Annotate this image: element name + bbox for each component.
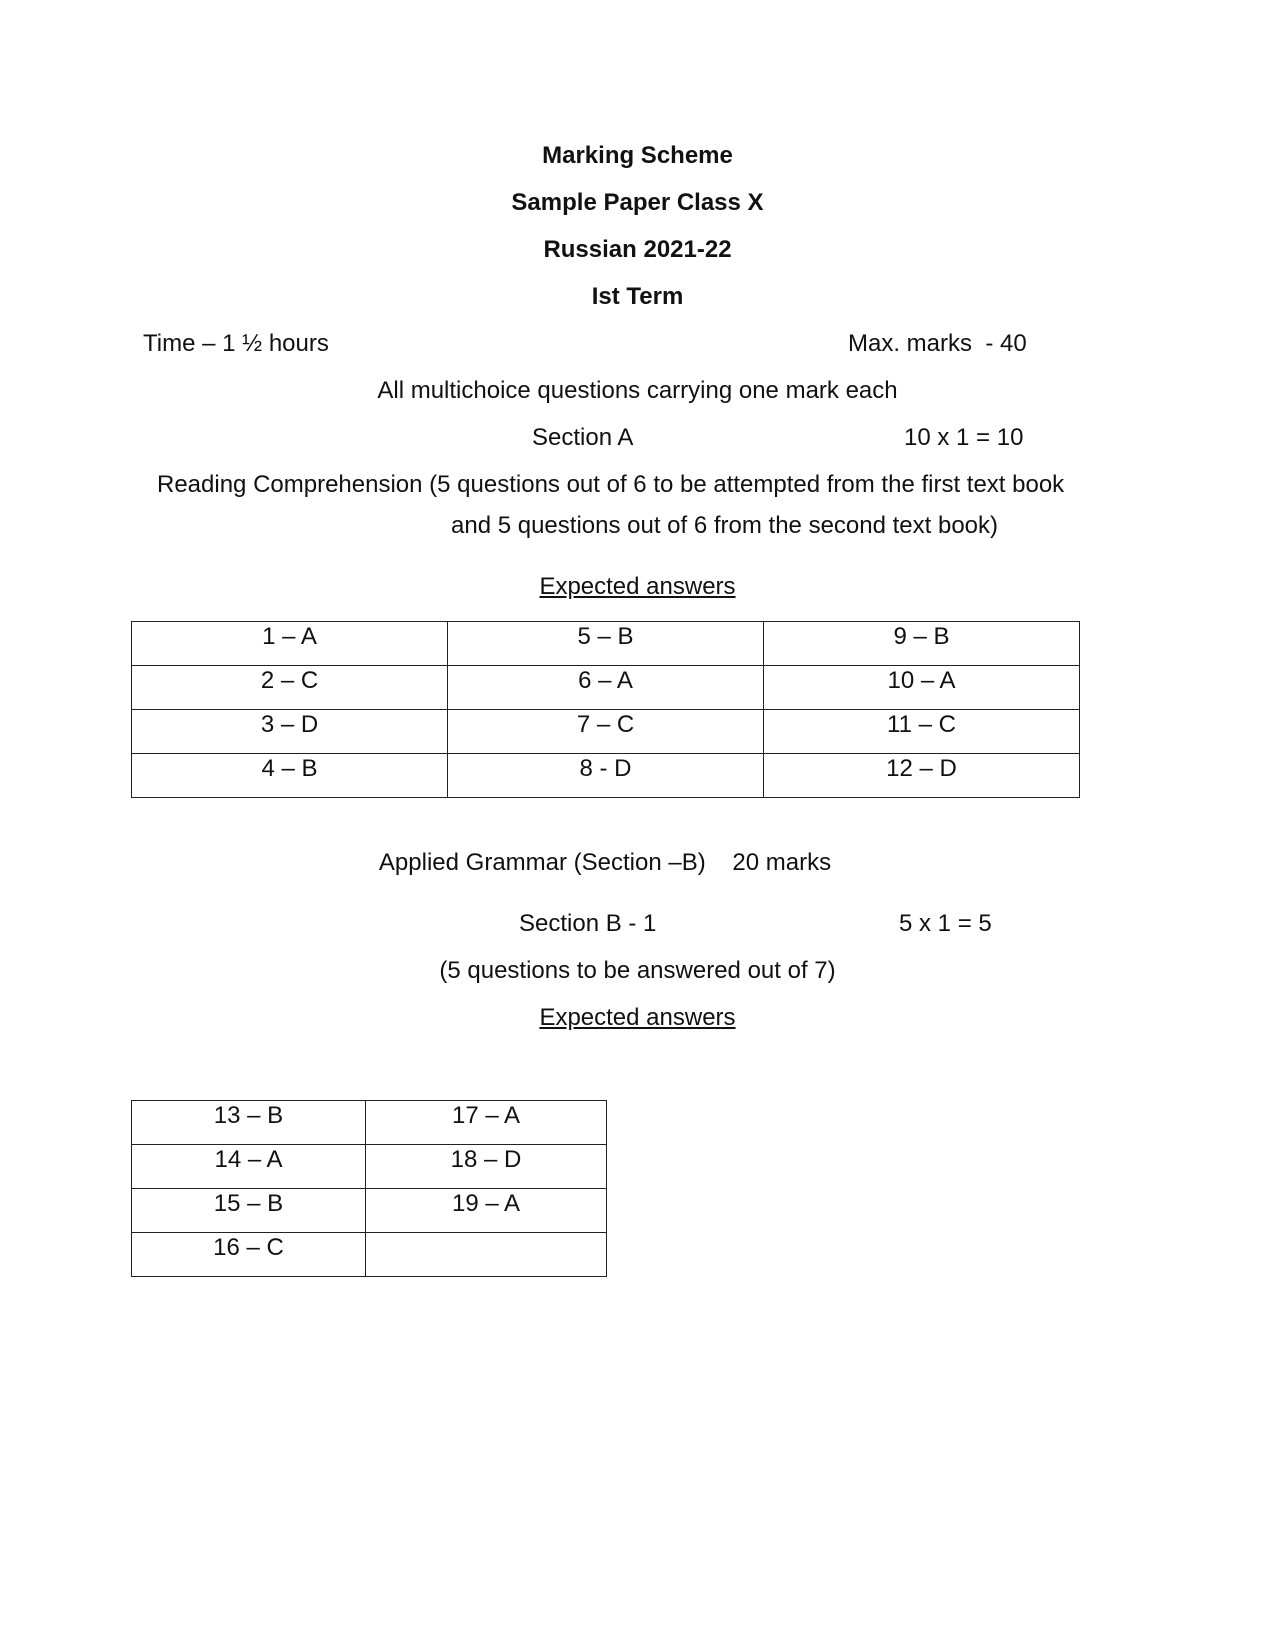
answer-cell: 9 – B xyxy=(764,622,1080,666)
answer-cell: 6 – A xyxy=(448,666,764,710)
table-row xyxy=(132,666,1080,710)
answer-cell: 19 – A xyxy=(366,1189,607,1233)
section-b-answers-body xyxy=(132,1101,607,1277)
section-b-marks: 5 x 1 = 5 xyxy=(899,910,992,937)
answer-cell: 10 – A xyxy=(764,666,1080,710)
section-a-answers-heading: Expected answers xyxy=(539,573,736,600)
subject-heading: Russian 2021-22 xyxy=(543,236,732,263)
answer-cell: 15 – B xyxy=(132,1189,366,1233)
time-allowed: Time – 1 ½ hours xyxy=(143,330,329,357)
answer-cell: 3 – D xyxy=(132,710,448,754)
max-marks: Max. marks - 40 xyxy=(848,330,1027,357)
term-heading: Ist Term xyxy=(591,283,684,310)
page-subtitle: Sample Paper Class X xyxy=(511,189,764,216)
page-title: Marking Scheme xyxy=(542,142,733,169)
section-a-answers-table xyxy=(131,621,1080,798)
section-b-answers-heading: Expected answers xyxy=(539,1004,736,1031)
table-row xyxy=(132,710,1080,754)
table-row xyxy=(132,754,1080,798)
section-a-description-line2: and 5 questions out of 6 from the second text book) xyxy=(451,512,999,539)
answer-cell: 5 – B xyxy=(448,622,764,666)
section-a-marks: 10 x 1 = 10 xyxy=(904,424,1024,451)
section-b-heading: Applied Grammar (Section –B) 20 marks xyxy=(378,849,832,876)
answer-cell: 17 – A xyxy=(366,1101,607,1145)
answer-cell: 16 – C xyxy=(132,1233,366,1277)
section-a-label: Section A xyxy=(532,424,634,451)
answer-cell: 8 - D xyxy=(448,754,764,798)
answer-cell: 7 – C xyxy=(448,710,764,754)
answer-cell xyxy=(366,1233,607,1277)
table-row xyxy=(132,1145,607,1189)
answer-cell: 14 – A xyxy=(132,1145,366,1189)
answer-cell: 1 – A xyxy=(132,622,448,666)
answer-cell: 12 – D xyxy=(764,754,1080,798)
answer-cell: 18 – D xyxy=(366,1145,607,1189)
table-row xyxy=(132,1233,607,1277)
answer-cell: 4 – B xyxy=(132,754,448,798)
answer-cell: 2 – C xyxy=(132,666,448,710)
table-row xyxy=(132,1189,607,1233)
instruction-text: All multichoice questions carrying one mark each xyxy=(377,377,898,404)
table-row xyxy=(132,1101,607,1145)
answer-cell: 13 – B xyxy=(132,1101,366,1145)
section-b-note: (5 questions to be answered out of 7) xyxy=(439,957,836,984)
answer-cell: 11 – C xyxy=(764,710,1080,754)
section-a-answers-body xyxy=(132,622,1080,798)
section-a-description-line1: Reading Comprehension (5 questions out of 6 to be attempted from the first text book xyxy=(157,471,1065,498)
table-row xyxy=(132,622,1080,666)
section-b-answers-table xyxy=(131,1100,607,1277)
section-b-label: Section B - 1 xyxy=(519,910,657,937)
